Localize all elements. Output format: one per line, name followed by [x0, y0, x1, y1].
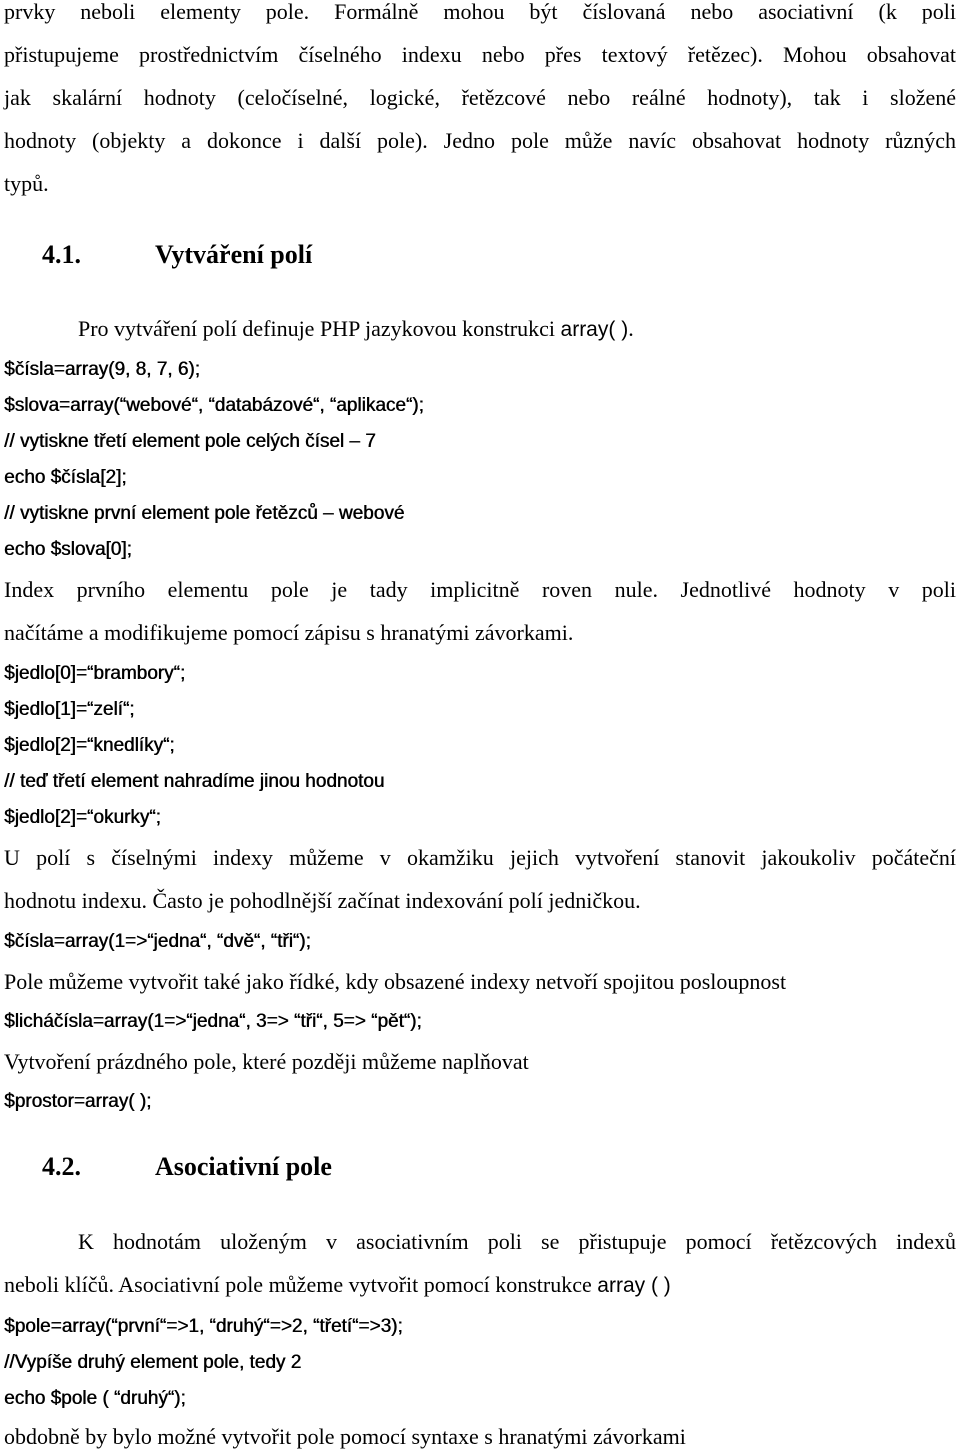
- code-line: $prostor=array( );: [4, 1091, 152, 1112]
- code-line: $slova=array(“webové“, “databázové“, “aplikace“);: [4, 395, 424, 416]
- lead-text: Pro vytváření polí definuje PHP jazykovou konstrukci: [78, 316, 561, 341]
- intro-line-2: přistupujeme prostřednictvím číselného indexu nebo přes textový řetězec). Mohou obsahovat: [4, 42, 956, 67]
- section-number: 4.1.: [42, 240, 81, 269]
- paragraph-line: Vytvoření prázdného pole, které později můžeme naplňovat: [4, 1049, 529, 1074]
- paragraph-line: [4, 1272, 956, 1298]
- code-comment: // teď třetí element nahradíme jinou hodnotou: [4, 771, 385, 792]
- section-title: Asociativní pole: [155, 1152, 332, 1181]
- section-number: 4.2.: [42, 1152, 81, 1181]
- paragraph-line: Index prvního elementu pole je tady implicitně roven nule. Jednotlivé hodnoty v poli: [4, 577, 956, 602]
- code-line: $čísla=array(1=>“jedna“, “dvě“, “tři“);: [4, 931, 311, 952]
- code-line: $jedlo[2]=“okurky“;: [4, 807, 161, 828]
- section-heading-4-1: [42, 240, 312, 270]
- lead-end: .: [628, 316, 634, 341]
- code-comment: // vytiskne první element pole řetězců – webové: [4, 503, 405, 524]
- code-line: $jedlo[2]=“knedlíky“;: [4, 735, 175, 756]
- paragraph-line: Pole můžeme vytvořit také jako řídké, kdy obsazené indexy netvoří spojitou posloupnost: [4, 969, 787, 994]
- paragraph-line: U polí s číselnými indexy můžeme v okamžiku jejich vytvoření stanovit jakoukoliv počáteční: [4, 845, 956, 870]
- lead-code: array( ): [560, 318, 629, 341]
- code-line: $jedlo[0]=“brambory“;: [4, 663, 186, 684]
- code-line: $jedlo[1]=“zelí“;: [4, 699, 135, 720]
- code-line: echo $pole ( “druhý“);: [4, 1388, 186, 1409]
- section1-lead: [78, 316, 960, 342]
- section-title: Vytváření polí: [155, 240, 313, 269]
- paragraph-line: obdobně by bylo možné vytvořit pole pomocí syntaxe s hranatými závorkami: [4, 1424, 686, 1449]
- section-heading-4-2: [42, 1152, 332, 1182]
- intro-line-4: hodnoty (objekty a dokonce i další pole). Jedno pole může navíc obsahovat hodnoty různých: [4, 128, 956, 153]
- paragraph-line: K hodnotám uloženým v asociativním poli se přistupuje pomocí řetězcových indexů: [78, 1229, 956, 1254]
- code-line: echo $čísla[2];: [4, 467, 127, 488]
- code-line: echo $slova[0];: [4, 539, 132, 560]
- code-line: $licháčísla=array(1=>“jedna“, 3=> “tři“, 5=> “pět“);: [4, 1011, 422, 1032]
- paragraph-line: načítáme a modifikujeme pomocí zápisu s hranatými závorkami.: [4, 620, 574, 645]
- inline-code: array ( ): [597, 1274, 671, 1297]
- code-comment: // vytiskne třetí element pole celých čísel – 7: [4, 431, 376, 452]
- intro-line-1: prvky neboli elementy pole. Formálně mohou být číslovaná nebo asociativní (k poli: [4, 0, 956, 24]
- paragraph-text: neboli klíčů. Asociativní pole můžeme vytvořit pomocí konstrukce: [4, 1272, 598, 1297]
- paragraph-line: hodnotu indexu. Často je pohodlnější začínat indexování polí jedničkou.: [4, 888, 641, 913]
- code-comment: //Vypíše druhý element pole, tedy 2: [4, 1352, 302, 1373]
- intro-line-3: jak skalární hodnoty (celočíselné, logické, řetězcové nebo reálné hodnoty), tak i složené: [4, 85, 956, 110]
- code-line: $čísla=array(9, 8, 7, 6);: [4, 359, 200, 380]
- code-line: $pole=array(“první“=>1, “druhý“=>2, “třetí“=>3);: [4, 1316, 403, 1337]
- intro-line-5: typů.: [4, 171, 49, 196]
